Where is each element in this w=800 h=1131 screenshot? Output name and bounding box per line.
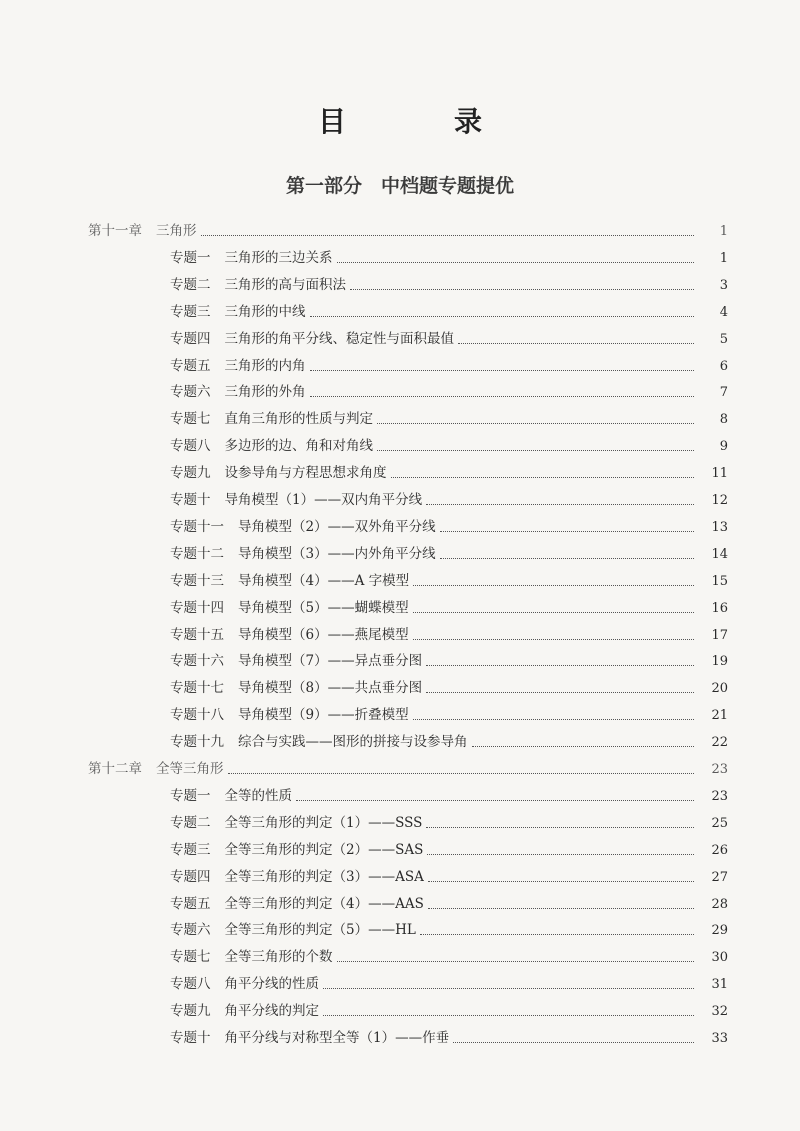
toc-entry-number: 专题四 bbox=[170, 868, 211, 885]
toc-section-entry bbox=[170, 407, 728, 427]
toc-section-entry bbox=[170, 784, 728, 804]
toc-entry-title: 导角模型（4）——A 字模型 bbox=[238, 572, 410, 589]
toc-page-number: 23 bbox=[711, 788, 728, 804]
toc-dot-leader bbox=[440, 557, 694, 559]
toc-section-entry bbox=[170, 703, 728, 723]
toc-page-number: 15 bbox=[711, 573, 728, 589]
toc-section-entry bbox=[170, 918, 728, 938]
toc-section-entry bbox=[170, 623, 728, 643]
toc-entry-number: 专题十四 bbox=[170, 599, 224, 616]
toc-entry-label bbox=[170, 461, 387, 481]
toc-entry-label bbox=[170, 676, 422, 696]
toc-entry-title: 导角模型（9）——折叠模型 bbox=[238, 707, 409, 724]
toc-entry-title: 全等三角形的判定（1）——SSS bbox=[224, 814, 423, 831]
toc-entry-title: 三角形的内角 bbox=[224, 357, 306, 374]
toc-entry-title: 导角模型（3）——内外角平分线 bbox=[238, 545, 436, 562]
toc-entry-label bbox=[170, 569, 409, 589]
toc-dot-leader bbox=[337, 960, 695, 962]
toc-page-number: 9 bbox=[719, 439, 728, 455]
toc-dot-leader bbox=[310, 315, 695, 317]
toc-section-entry bbox=[170, 461, 728, 481]
toc-dot-leader bbox=[228, 772, 695, 774]
toc-entry-title: 导角模型（7）——异点垂分图 bbox=[238, 653, 423, 670]
toc-entry-label bbox=[170, 811, 422, 831]
toc-entry-number: 专题五 bbox=[170, 895, 211, 912]
toc-dot-leader bbox=[310, 369, 695, 371]
toc-section-entry bbox=[170, 892, 728, 912]
toc-page-number: 31 bbox=[711, 977, 728, 993]
toc-section-entry bbox=[170, 1026, 728, 1046]
toc-dot-leader bbox=[458, 342, 694, 344]
toc-entry-number: 专题八 bbox=[170, 976, 211, 993]
toc-section-entry bbox=[170, 838, 728, 858]
toc-entry-title: 角平分线与对称型全等（1）——作垂 bbox=[224, 1030, 450, 1046]
toc-page-number: 29 bbox=[711, 923, 728, 939]
toc-entry-number: 专题一 bbox=[170, 249, 211, 266]
toc-page-number: 28 bbox=[711, 896, 728, 912]
toc-dot-leader bbox=[323, 987, 694, 989]
toc-entry-number: 第十二章 bbox=[88, 761, 142, 777]
toc-dot-leader bbox=[310, 395, 695, 397]
toc-section-entry bbox=[170, 488, 728, 508]
toc-section-entry bbox=[170, 596, 728, 616]
toc-dot-leader bbox=[426, 691, 694, 693]
toc-dot-leader bbox=[427, 853, 694, 855]
toc-entry-title: 多边形的边、角和对角线 bbox=[224, 438, 373, 455]
toc-entry-number: 第十一章 bbox=[88, 223, 142, 239]
toc-entry-number: 专题十 bbox=[170, 1030, 211, 1046]
toc-page-number: 12 bbox=[711, 493, 728, 508]
toc-entry-number: 专题九 bbox=[170, 465, 211, 482]
toc-entry-title: 导角模型（8）——共点垂分图 bbox=[238, 680, 423, 697]
toc-entry-label bbox=[170, 488, 422, 508]
toc-page-number: 3 bbox=[719, 277, 728, 293]
toc-section-entry bbox=[170, 569, 728, 589]
toc-section-entry bbox=[170, 945, 728, 965]
toc-entry-label bbox=[170, 380, 306, 400]
toc-entry-label bbox=[170, 327, 454, 347]
toc-dot-leader bbox=[323, 1014, 694, 1016]
toc-entry-number: 专题二 bbox=[170, 276, 211, 293]
toc-dot-leader bbox=[428, 907, 694, 909]
toc-entry-label bbox=[170, 918, 416, 938]
toc-entry-label bbox=[170, 649, 422, 669]
toc-entry-number: 专题七 bbox=[170, 411, 211, 428]
toc-section-entry bbox=[170, 354, 728, 374]
toc-entry-label bbox=[88, 219, 197, 239]
toc-dot-leader bbox=[377, 449, 694, 451]
toc-entry-label bbox=[170, 300, 306, 320]
toc-entry-label bbox=[170, 434, 373, 454]
toc-page-number: 17 bbox=[711, 627, 728, 643]
toc-page-number: 32 bbox=[711, 1004, 728, 1020]
toc-entry-title: 综合与实践——图形的拼接与设参导角 bbox=[238, 734, 468, 751]
toc-entry-label bbox=[170, 945, 333, 965]
toc-dot-leader bbox=[426, 664, 694, 666]
toc-section-entry bbox=[170, 327, 728, 347]
toc-entry-number: 专题一 bbox=[170, 787, 211, 804]
toc-entry-title: 角平分线的性质 bbox=[224, 976, 319, 993]
toc-entry-label bbox=[170, 246, 333, 266]
toc-page-number: 23 bbox=[711, 762, 728, 777]
toc-dot-leader bbox=[296, 799, 694, 801]
toc-dot-leader bbox=[453, 1041, 694, 1043]
toc-section-entry bbox=[170, 649, 728, 669]
toc-entry-label bbox=[170, 972, 319, 992]
page-title: 目 录 bbox=[317, 105, 522, 138]
toc-entry-label bbox=[170, 865, 424, 885]
toc-dot-leader bbox=[413, 584, 694, 586]
toc-entry-label bbox=[170, 892, 424, 912]
toc-section-entry bbox=[170, 300, 728, 320]
toc-page-number: 8 bbox=[719, 412, 728, 428]
toc-section-entry bbox=[170, 730, 728, 750]
toc-entry-label bbox=[170, 515, 436, 535]
toc-page-number: 5 bbox=[719, 331, 728, 347]
toc-page-number: 11 bbox=[711, 466, 728, 482]
toc-entry-label bbox=[170, 407, 373, 427]
toc-entry-title: 角平分线的判定 bbox=[224, 1003, 319, 1020]
toc-dot-leader bbox=[337, 261, 695, 263]
toc-page-number: 20 bbox=[711, 681, 728, 697]
toc-entry-number: 专题十一 bbox=[170, 518, 224, 535]
toc-entry-number: 专题九 bbox=[170, 1003, 211, 1020]
toc-entry-title: 设参导角与方程思想求角度 bbox=[224, 465, 387, 482]
toc-chapter-entry bbox=[88, 219, 728, 239]
toc-entry-title: 导角模型（2）——双外角平分线 bbox=[238, 518, 436, 535]
toc-entry-number: 专题七 bbox=[170, 949, 211, 966]
toc-entry-number: 专题十 bbox=[170, 492, 211, 508]
toc-page-number: 1 bbox=[719, 250, 728, 266]
toc-dot-leader bbox=[377, 422, 694, 424]
toc-entry-label bbox=[170, 703, 409, 723]
toc-dot-leader bbox=[350, 288, 694, 290]
toc-page-number: 6 bbox=[719, 358, 728, 374]
toc-entry-title: 导角模型（6）——燕尾模型 bbox=[238, 626, 409, 643]
toc-page-number: 1 bbox=[719, 224, 728, 239]
toc-entry-number: 专题二 bbox=[170, 814, 211, 831]
toc-page-number: 21 bbox=[711, 708, 728, 724]
toc-entry-title: 全等三角形的判定（5）——HL bbox=[224, 922, 416, 939]
toc-entry-label bbox=[170, 623, 409, 643]
toc-entry-label bbox=[170, 838, 423, 858]
toc-entry-number: 专题十九 bbox=[170, 734, 224, 751]
toc-entry-number: 专题四 bbox=[170, 330, 211, 347]
toc-entry-number: 专题十七 bbox=[170, 680, 224, 697]
toc-dot-leader bbox=[201, 234, 695, 236]
toc-entry-label bbox=[170, 354, 306, 374]
toc-entry-number: 专题五 bbox=[170, 357, 211, 374]
toc-page-number: 19 bbox=[711, 654, 728, 670]
toc-entry-number: 专题三 bbox=[170, 841, 211, 858]
toc-section-entry bbox=[170, 676, 728, 696]
toc-entry-label bbox=[170, 273, 346, 293]
part-title: 第一部分 中档题专题提优 bbox=[285, 175, 514, 197]
toc-page-number: 13 bbox=[711, 519, 728, 535]
toc-entry-number: 专题六 bbox=[170, 922, 211, 939]
toc-entry-label bbox=[170, 596, 409, 616]
toc-dot-leader bbox=[440, 530, 694, 532]
toc-page-number: 16 bbox=[711, 600, 728, 616]
toc-section-entry bbox=[170, 434, 728, 454]
toc-dot-leader bbox=[426, 826, 694, 828]
toc-entry-title: 三角形的三边关系 bbox=[224, 249, 333, 266]
toc-entry-number: 专题十六 bbox=[170, 653, 224, 670]
toc-page-number: 30 bbox=[711, 950, 728, 966]
toc-dot-leader bbox=[428, 880, 694, 882]
toc-section-entry bbox=[170, 972, 728, 992]
toc-entry-title: 全等三角形的判定（2）——SAS bbox=[224, 841, 424, 858]
toc-entry-title: 三角形的外角 bbox=[224, 384, 306, 401]
toc-page-number: 26 bbox=[711, 842, 728, 858]
toc-section-entry bbox=[170, 246, 728, 266]
toc-entry-label bbox=[170, 1026, 449, 1046]
toc-entry-number: 专题六 bbox=[170, 384, 211, 401]
toc-dot-leader bbox=[413, 611, 694, 613]
toc-entry-label bbox=[170, 730, 468, 750]
toc-page-number: 22 bbox=[711, 735, 728, 751]
toc-entry-title: 全等三角形的判定（3）——ASA bbox=[224, 868, 424, 885]
toc-page-number: 33 bbox=[711, 1031, 728, 1046]
toc-section-entry bbox=[170, 273, 728, 293]
toc-entry-number: 专题十八 bbox=[170, 707, 224, 724]
toc-entry-title: 全等的性质 bbox=[224, 787, 292, 804]
toc-dot-leader bbox=[391, 476, 695, 478]
toc-page-number: 4 bbox=[719, 304, 728, 320]
toc-entry-label bbox=[88, 757, 224, 777]
toc-section-entry bbox=[170, 811, 728, 831]
toc-dot-leader bbox=[472, 745, 695, 747]
toc-page-number: 25 bbox=[711, 815, 728, 831]
toc-entry-title: 直角三角形的性质与判定 bbox=[224, 411, 373, 428]
toc-entry-title: 三角形的中线 bbox=[224, 303, 306, 320]
toc-page-number: 14 bbox=[711, 546, 728, 562]
toc-entry-title: 三角形的高与面积法 bbox=[224, 276, 346, 293]
toc-section-entry bbox=[170, 380, 728, 400]
toc-section-entry bbox=[170, 542, 728, 562]
toc-section-entry bbox=[170, 999, 728, 1019]
toc-dot-leader bbox=[413, 718, 694, 720]
toc-dot-leader bbox=[426, 503, 694, 505]
toc-entry-title: 全等三角形的判定（4）——AAS bbox=[224, 895, 424, 912]
toc-dot-leader bbox=[413, 638, 694, 640]
toc-entry-number: 专题十三 bbox=[170, 572, 224, 589]
toc-chapter-entry bbox=[88, 757, 728, 777]
toc-section-entry bbox=[170, 865, 728, 885]
toc-entry-title: 三角形 bbox=[156, 223, 197, 239]
toc-entry-number: 专题三 bbox=[170, 303, 211, 320]
toc-page-number: 7 bbox=[719, 385, 728, 401]
toc-entry-label bbox=[170, 542, 436, 562]
toc-entry-label bbox=[170, 999, 319, 1019]
toc-entry-title: 全等三角形 bbox=[156, 761, 224, 777]
toc-entry-number: 专题十五 bbox=[170, 626, 224, 643]
toc-entry-title: 全等三角形的个数 bbox=[224, 949, 333, 966]
toc-entry-title: 三角形的角平分线、稳定性与面积最值 bbox=[224, 330, 454, 347]
toc-entry-number: 专题八 bbox=[170, 438, 211, 455]
toc-section-entry bbox=[170, 515, 728, 535]
toc-page-number: 27 bbox=[711, 869, 728, 885]
toc-entry-title: 导角模型（1）——双内角平分线 bbox=[224, 492, 423, 508]
toc-entry-label bbox=[170, 784, 292, 804]
toc-entry-title: 导角模型（5）——蝴蝶模型 bbox=[238, 599, 409, 616]
toc-dot-leader bbox=[420, 933, 694, 935]
toc-entry-number: 专题十二 bbox=[170, 545, 224, 562]
